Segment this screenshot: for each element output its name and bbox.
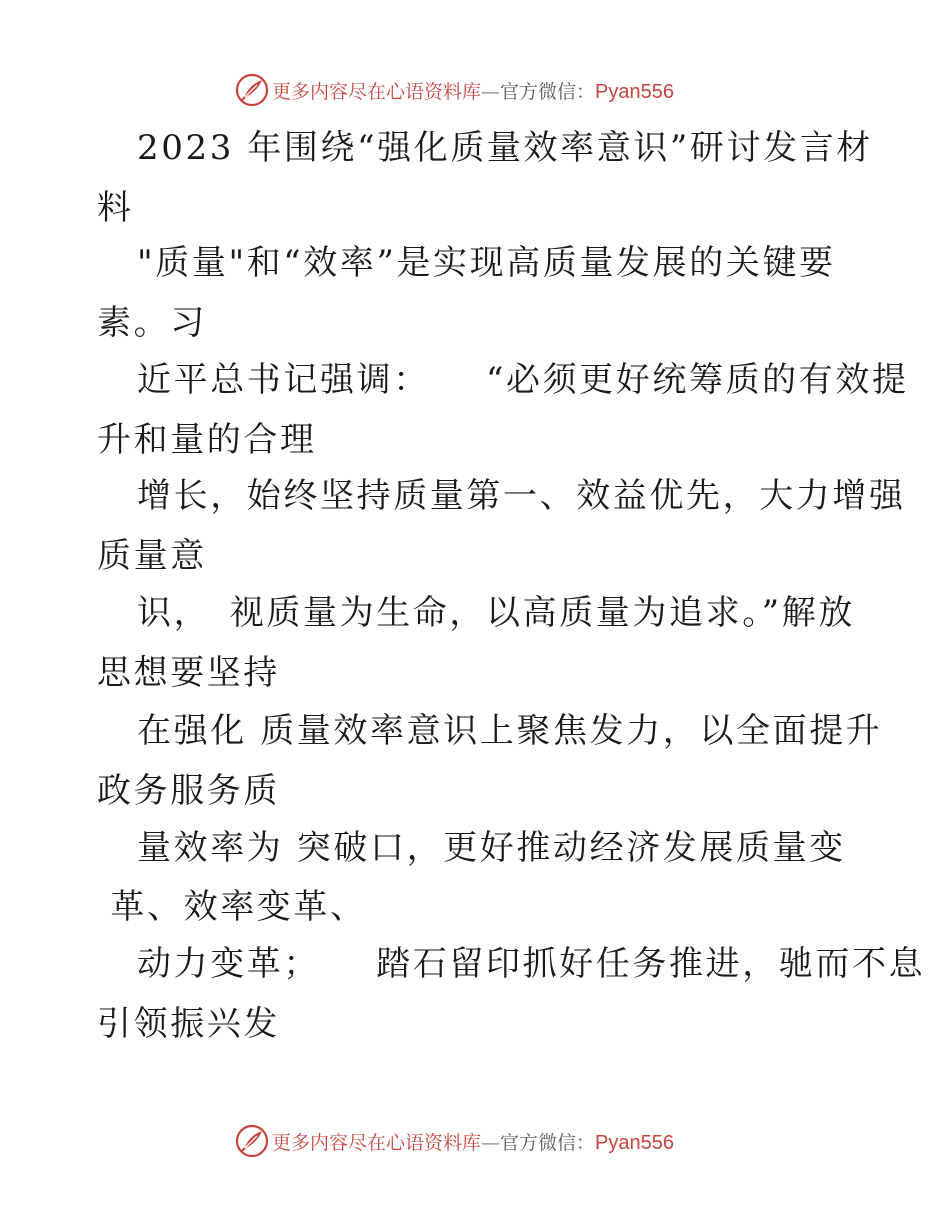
footer-wechat-label: 官方微信： [500, 1131, 596, 1154]
paragraph-line: 近平总书记强调： “必须更好统筹质的有效提 [137, 360, 909, 400]
footer-wechat-id: Pyan556 [595, 1131, 674, 1154]
paragraph-line: 在强化 质量效率意识上聚焦发力，以全面提升 [137, 711, 883, 751]
paragraph-line: 思想要坚持 [97, 653, 280, 693]
footer-brand-text: 更多内容尽在心语资料库 [272, 1131, 482, 1154]
paragraph-line: 量效率为 突破口，更好推动经济发展质量变 [137, 828, 846, 868]
footer-separator: — [481, 1131, 501, 1154]
footer-banner-content [235, 1121, 674, 1161]
header-wechat-id: Pyan556 [595, 80, 674, 103]
paragraph-line: 政务服务质 [97, 771, 280, 811]
header-wechat-label: 官方微信： [500, 80, 596, 103]
footer-banner-text [272, 1128, 674, 1155]
paragraph-line: 升和量的合理 [97, 420, 317, 460]
paragraph-line: 动力变革； 踏石留印抓好任务推进，驰而不息 [137, 944, 926, 984]
document-title-line-1: 2023 年围绕“强化质量效率意识”研讨发言材 [137, 128, 873, 168]
header-banner-content [235, 70, 674, 110]
paragraph-line: 素。习 [97, 303, 207, 343]
paragraph-line: 识， 视质量为生命，以高质量为追求。”解放 [137, 593, 855, 633]
document-title-line-2: 料 [97, 188, 134, 228]
paragraph-line: 增长，始终坚持质量第一、效益优先，大力增强 [137, 476, 906, 516]
paragraph-line: 引领振兴发 [97, 1004, 280, 1044]
paragraph-line: "质量"和“效率”是实现高质量发展的关键要 [137, 243, 836, 283]
paragraph-line: 质量意 [97, 536, 207, 576]
header-banner-text [272, 77, 674, 104]
paragraph-line: 革、效率变革、 [97, 887, 367, 927]
header-banner [0, 70, 950, 110]
header-separator: — [481, 80, 501, 103]
footer-banner [0, 1121, 950, 1161]
feather-pen-logo-icon [235, 1124, 269, 1158]
feather-pen-logo-icon [235, 73, 269, 107]
header-brand-text: 更多内容尽在心语资料库 [272, 80, 482, 103]
